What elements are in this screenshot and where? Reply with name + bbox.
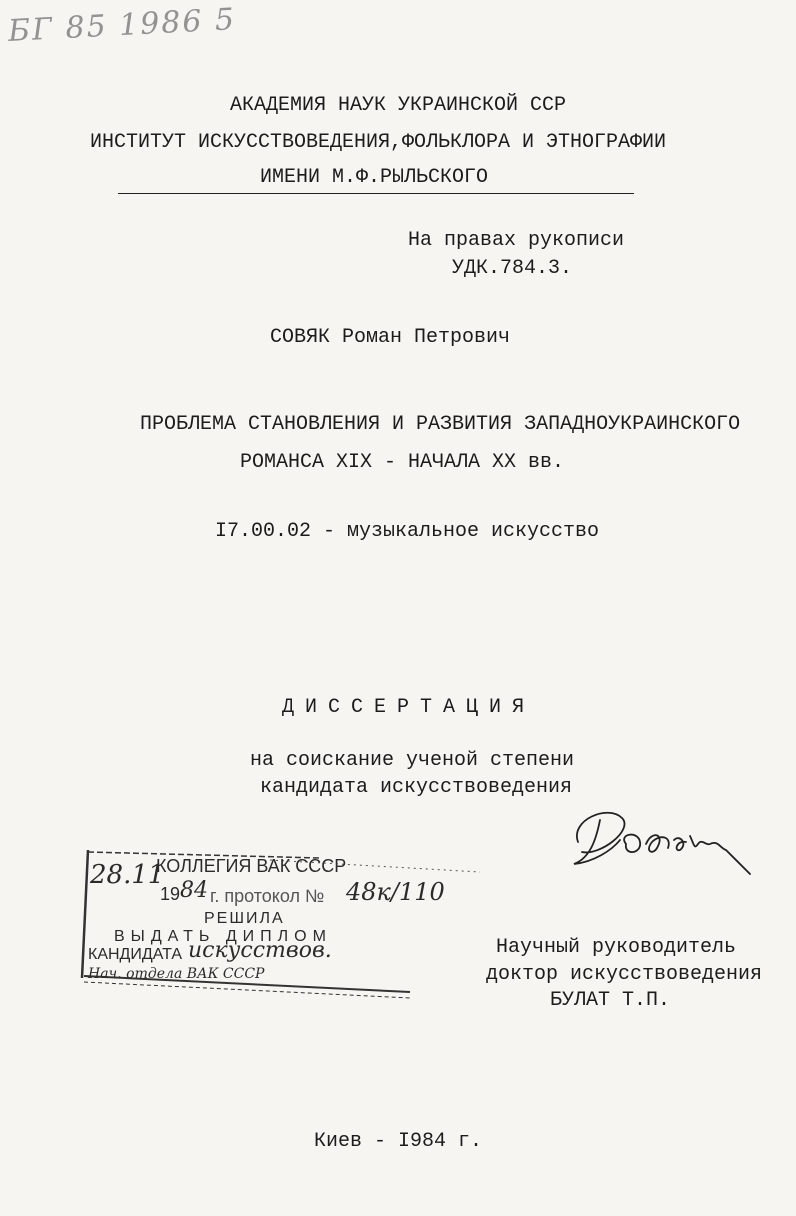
document-type: ДИССЕРТАЦИЯ [282, 696, 536, 719]
title-line-2: РОМАНСА XIX - НАЧАЛА XX вв. [240, 451, 565, 474]
stamp-line-6: Нач. отдела ВАК СССР [88, 966, 265, 982]
institution-line-2: ИНСТИТУТ ИСКУССТВОВЕДЕНИЯ,ФОЛЬКЛОРА И ЭТНОГРАФИИ [89, 131, 667, 154]
degree-line-1: на соискание ученой степени [250, 749, 575, 772]
udk-code: УДК.784.3. [452, 257, 573, 280]
stamp-protocol-number: 48к/110 [346, 878, 445, 906]
rights-label: На правах рукописи [408, 229, 625, 252]
stamp-year-prefix: 19 [160, 884, 181, 904]
stamp-date: 28.11 [90, 860, 165, 890]
stamp-line-4: ВЫДАТЬ ДИПЛОМ [114, 928, 332, 945]
stamp-year-suffix: 84 [180, 878, 208, 903]
author-name: СОВЯК Роман Петрович [270, 326, 511, 349]
stamp-line-5-prefix: КАНДИДАТА [88, 946, 183, 963]
institution-line-3: ИМЕНИ М.Ф.РЫЛЬСКОГО [259, 166, 489, 189]
stamp-line-3: РЕШИЛА [204, 910, 285, 927]
institution-line-1: АКАДЕМИЯ НАУК УКРАИНСКОЙ ССР [229, 94, 567, 117]
specialty-code: I7.00.02 - музыкальное искусство [215, 520, 600, 543]
header-divider [118, 193, 634, 194]
vak-stamp [70, 842, 490, 1012]
signature [560, 800, 760, 900]
advisor-name: БУЛАТ Т.П. [550, 989, 671, 1012]
stamp-line-1: КОЛЛЕГИЯ ВАК СССР [156, 856, 347, 876]
title-line-1: ПРОБЛЕМА СТАНОВЛЕНИЯ И РАЗВИТИЯ ЗАПАДНОУКРАИНСКОГО [140, 413, 741, 436]
signature-icon [560, 800, 760, 900]
place-year: Киев - I984 г. [314, 1130, 483, 1153]
archive-mark: БГ 85 1986 5 [7, 2, 237, 49]
advisor-title: доктор искусствоведения [486, 963, 763, 986]
stamp-protocol: г. протокол № [210, 886, 325, 906]
advisor-role: Научный руководитель [496, 936, 737, 959]
degree-line-2: кандидата искусствоведения [260, 776, 573, 799]
stamp-line-5-hand: искусствов. [188, 938, 332, 963]
